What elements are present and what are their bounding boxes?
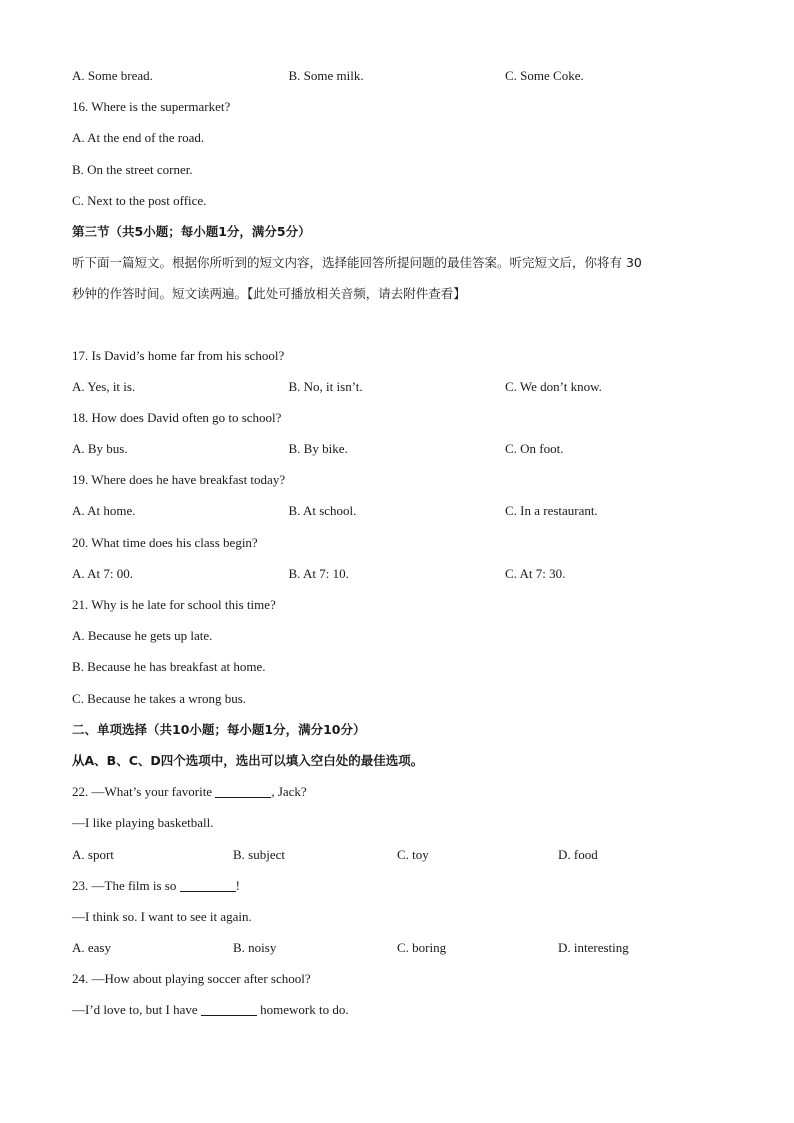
q20-option-c: C. At 7: 30. [505, 565, 566, 581]
q24-reply-pre: —I’d love to, but I have [72, 1002, 201, 1018]
q15-option-b: B. Some milk. [288, 68, 364, 83]
q17-option-a: A. Yes, it is. [72, 378, 136, 394]
answer-blank [215, 784, 271, 798]
q16-option-a: A. At the end of the road. [72, 130, 205, 146]
q18-stem: 18. How does David often go to school? [72, 409, 282, 425]
q15-options [72, 66, 722, 97]
q20-option-b: B. At 7: 10. [288, 565, 349, 581]
answer-blank [180, 878, 236, 892]
part2-title: 二、单项选择（共10小题；每小题1分，满分10分） [72, 721, 366, 737]
q22-option-d: D. food [558, 846, 598, 862]
q23-option-b: B. noisy [233, 940, 277, 956]
q17-options [72, 377, 722, 408]
q21-stem: 21. Why is he late for school this time? [72, 597, 276, 612]
q24-reply-post: homework to do. [256, 1002, 349, 1018]
section3-instruction-line2: 秒钟的作答时间。短文读两遍。【此处可播放相关音频，请去附件查看】 [72, 286, 466, 302]
q15-option-a: A. Some bread. [72, 68, 153, 83]
q23-stem-post: ! [235, 877, 240, 893]
q20-option-a: A. At 7: 00. [72, 565, 134, 581]
q16-option-b: B. On the street corner. [72, 161, 193, 177]
q18-options [72, 439, 722, 470]
q17-option-b: B. No, it isn’t. [288, 378, 363, 394]
q22-option-c: C. toy [397, 846, 429, 862]
q19-option-a: A. At home. [72, 503, 136, 519]
section3-instruction-line1: 听下面一篇短文。根据你所听到的短文内容，选择能回答所提问题的最佳答案。听完短文后，你将有 30 [72, 255, 642, 271]
q18-option-c: C. On foot. [505, 441, 564, 457]
q19-option-c: C. In a restaurant. [505, 503, 598, 519]
q23-stem [72, 876, 722, 907]
q22-option-a: A. sport [72, 846, 114, 862]
q23-reply: —I think so. I want to see it again. [72, 908, 252, 924]
q24-stem: 24. —How about playing soccer after school? [72, 971, 311, 987]
q18-option-b: B. By bike. [288, 441, 348, 457]
q19-option-b: B. At school. [288, 503, 357, 519]
q23-option-a: A. easy [72, 940, 111, 956]
q18-option-a: A. By bus. [72, 441, 128, 457]
answer-blank [201, 1002, 257, 1016]
q22-stem-pre: 22. —What’s your favorite [72, 784, 216, 800]
q20-stem: 20. What time does his class begin? [72, 534, 258, 550]
q16-option-c: C. Next to the post office. [72, 192, 207, 208]
q22-option-b: B. subject [233, 846, 285, 862]
exam-page [72, 66, 722, 1032]
q21-option-b: B. Because he has breakfast at home. [72, 659, 266, 675]
q21-option-a: A. Because he gets up late. [72, 628, 213, 644]
q21-option-c: C. Because he takes a wrong bus. [72, 690, 247, 706]
q17-option-c: C. We don’t know. [505, 378, 602, 394]
q24-reply [72, 1000, 722, 1031]
q23-option-d: D. interesting [558, 940, 629, 956]
q16-stem: 16. Where is the supermarket? [72, 99, 231, 115]
q23-options [72, 938, 722, 969]
spacer [72, 316, 722, 346]
q19-stem: 19. Where does he have breakfast today? [72, 472, 286, 488]
q23-stem-pre: 23. —The film is so [72, 877, 180, 893]
q22-options [72, 845, 722, 876]
q17-stem: 17. Is David’s home far from his school? [72, 347, 285, 363]
part2-instruction: 从A、B、C、D四个选项中，选出可以填入空白处的最佳选项。 [72, 752, 424, 768]
q20-options [72, 564, 722, 595]
q22-stem [72, 782, 722, 813]
q22-stem-post: , Jack? [271, 784, 307, 800]
section3-title: 第三节（共5小题；每小题1分，满分5分） [72, 223, 311, 239]
q15-option-c: C. Some Coke. [505, 68, 584, 83]
q23-option-c: C. boring [397, 940, 447, 956]
q19-options [72, 501, 722, 532]
q22-reply: —I like playing basketball. [72, 815, 214, 831]
